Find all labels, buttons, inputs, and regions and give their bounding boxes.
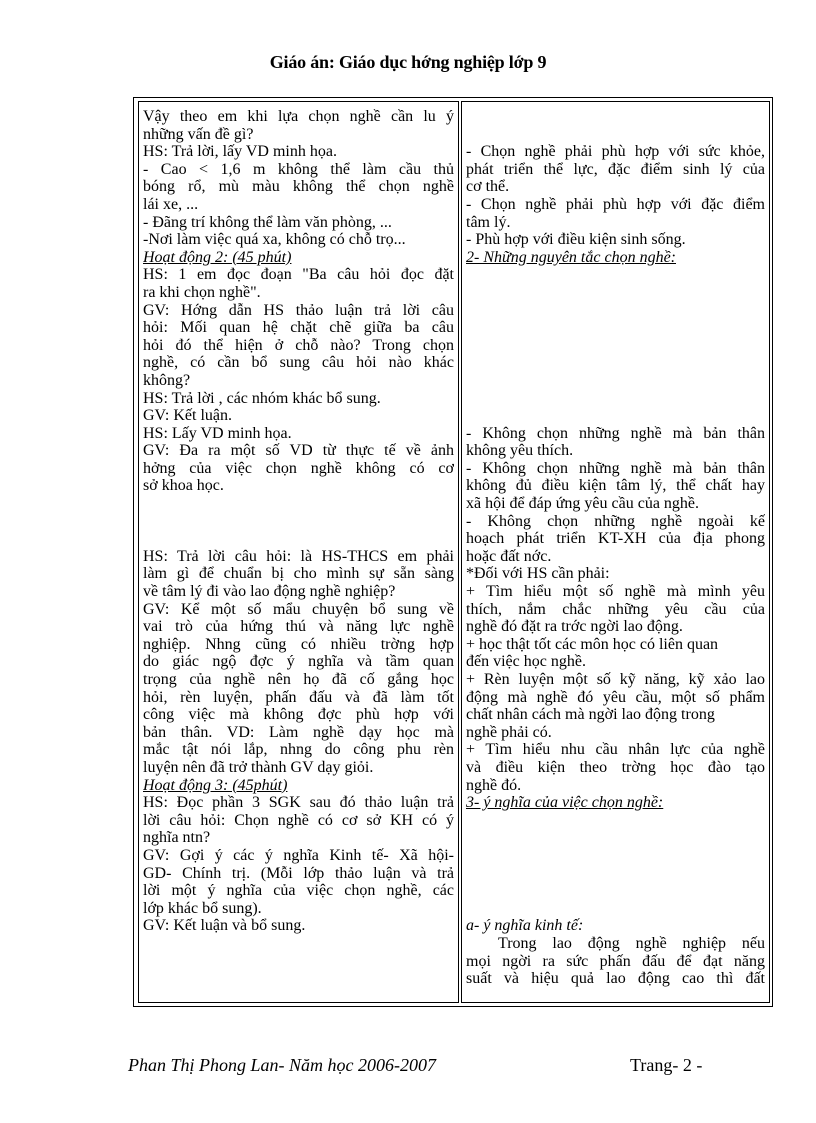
right-line	[466, 372, 765, 390]
right-line: - Không chọn những nghề mà bản thân	[466, 459, 765, 477]
left-line: lời câu hỏi: Chọn nghề có cơ sở KH có ý	[143, 811, 454, 829]
right-line	[466, 108, 765, 126]
right-line: - Không chọn những nghề ngoài kế	[466, 512, 765, 530]
left-line: - Đãng trí không thể làm văn phòng, ...	[143, 213, 392, 231]
left-line: lời một ý nghĩa của việc chọn nghề, các	[143, 882, 454, 900]
right-line	[466, 302, 765, 320]
left-line: HS: 1 em đọc đoạn "Ba câu hỏi đọc đặt	[143, 266, 454, 284]
left-line: nghĩa ntn?	[143, 829, 211, 847]
left-line	[143, 513, 454, 531]
right-line: không yêu thích.	[466, 442, 574, 460]
right-line: đến việc học nghề.	[466, 653, 586, 671]
right-line: nghề phải có.	[466, 723, 552, 741]
right-line	[466, 847, 765, 865]
right-line: mọi ngời ra sức phấn đấu để đạt năng	[466, 952, 765, 970]
right-line: nghề đó.	[466, 776, 522, 794]
right-line: + Rèn luyện một số kỹ năng, kỹ xảo lao	[466, 671, 765, 688]
right-line: suất và hiệu quả lao động cao thì đất	[466, 970, 765, 988]
left-line: GV: Kể một số mẩu chuyện bổ sung về	[143, 600, 454, 618]
right-line: và điều kiện theo trờng học đào tạo	[466, 758, 765, 776]
left-line: GV: Gợi ý các ý nghĩa Kinh tế- Xã hội-	[143, 846, 454, 864]
left-line: trọng của nghề nên họ đã cố gắng học	[143, 671, 454, 688]
left-line: nghiệp. Nhng cũng có nhiều trờng hợp	[143, 635, 454, 653]
left-line: GV: Kết luận và bổ sung.	[143, 917, 306, 935]
right-line	[466, 390, 765, 408]
left-line	[143, 495, 454, 513]
right-line: Trong lao động nghề nghiệp nếu	[498, 934, 765, 952]
left-line: GV: Hớng dẫn HS thảo luận trả lời câu	[143, 301, 454, 319]
left-line: HS: Đọc phần 3 SGK sau đó thảo luận trả	[143, 794, 454, 812]
right-line: - Chọn nghề phải phù hợp với đặc điểm	[466, 195, 765, 213]
left-line: về tâm lý đi vào lao động nghề nghiệp?	[143, 583, 396, 601]
left-column	[138, 101, 459, 1003]
right-line: + Tìm hiểu nhu cầu nhân lực của nghề	[466, 741, 765, 759]
left-line: nghề, có cần bổ sung câu hỏi nào khác	[143, 354, 454, 372]
right-line: *Đối với HS cần phải:	[466, 565, 610, 583]
left-line: - Cao < 1,6 m không thể làm cầu thủ	[143, 160, 454, 178]
left-line: -Nơi làm việc quá xa, không có chỗ trọ...	[143, 231, 406, 249]
lesson-table	[133, 97, 773, 1007]
left-line: HS: Lấy VD minh họa.	[143, 424, 292, 442]
right-line: - Phù hợp với điều kiện sinh sống.	[466, 231, 686, 249]
right-line: động mà nghề đó yêu cầu, một số phẩm	[466, 688, 765, 706]
page-header: Giáo án: Giáo dục hớng nghiệp lớp 9	[269, 52, 547, 72]
left-line: GV: Đa ra một số VD từ thực tế về ảnh	[143, 442, 454, 460]
left-line: lớp khác bổ sung).	[143, 899, 262, 917]
left-line: bóng rổ, mù màu không thể chọn nghề	[143, 178, 454, 196]
right-line	[466, 266, 765, 284]
right-line	[466, 812, 765, 830]
right-line: tâm lý.	[466, 213, 511, 231]
left-line: lái xe, ...	[143, 195, 199, 213]
right-line: thích, nắm chắc những yêu cầu của	[466, 600, 765, 618]
right-line: cơ thể.	[466, 178, 510, 196]
right-line: + học thật tốt các môn học có liên quan	[466, 635, 719, 653]
left-line: sở khoa học.	[143, 477, 224, 495]
left-line: hỏi, rèn luyện, phấn đấu và đã làm tốt	[143, 688, 454, 706]
left-line: HS: Trả lời câu hỏi: là HS-THCS em phải	[143, 547, 454, 565]
right-line: - Không chọn những nghề mà bản thân	[466, 424, 765, 442]
right-line	[466, 882, 765, 900]
left-line: HS: Trả lời , các nhóm khác bổ sung.	[143, 389, 381, 407]
left-line	[143, 530, 454, 548]
activity-heading: Hoạt động 3: (45phút)	[143, 776, 288, 794]
right-line	[466, 284, 765, 302]
right-line: nghề đó đặt ra trớc ngời lao động.	[466, 618, 683, 636]
right-line: hoặc đất nớc.	[466, 547, 552, 565]
footer-page-number: Trang- 2 -	[630, 1055, 703, 1075]
left-line: luyện nên đã trở thành GV dạy giỏi.	[143, 758, 374, 776]
right-line: hoạch phát triển KT-XH của địa phong	[466, 530, 765, 548]
left-line: hởng của việc chọn nghề không có cơ	[143, 459, 454, 477]
right-line	[466, 337, 765, 355]
right-line	[466, 829, 765, 847]
footer-author: Phan Thị Phong Lan- Năm học 2006-2007	[128, 1055, 436, 1075]
left-line: công việc mà không đợc phù hợp với	[143, 706, 454, 724]
left-line: Vậy theo em khi lựa chọn nghề cần lu ý	[143, 108, 454, 125]
right-line	[466, 354, 765, 372]
right-line: + Tìm hiểu một số nghề mà mình yêu	[466, 583, 765, 601]
subsection-heading: a- ý nghĩa kinh tế:	[466, 917, 584, 935]
left-line: HS: Trả lời, lấy VD minh họa.	[143, 143, 337, 161]
left-line: do giác ngộ đợc ý nghĩa và tầm quan	[143, 653, 454, 671]
right-line	[466, 900, 765, 918]
right-line	[466, 865, 765, 883]
right-line: không đủ điều kiện tâm lý, thể chất hay	[466, 477, 765, 495]
left-line: hỏi: Mối quan hệ chặt chẽ giữa ba câu	[143, 319, 454, 337]
left-line: GV: Kết luận.	[143, 407, 233, 425]
left-line: những vấn đề gì?	[143, 125, 254, 143]
right-line: - Chọn nghề phải phù hợp với sức khỏe,	[466, 143, 765, 161]
left-line: mắc tật nói lắp, nhng do công phu rèn	[143, 741, 454, 759]
left-line: vai trò của hứng thú và năng lực nghề	[143, 618, 454, 636]
right-line	[466, 319, 765, 337]
right-column	[461, 101, 770, 1003]
right-line: phát triển thể lực, đặc điểm sinh lý của	[466, 160, 765, 178]
left-line: hỏi đó thể hiện ở chỗ nào? Trong chọn	[143, 336, 454, 354]
left-line: GD- Chính trị. (Mỗi lớp thảo luận và trả	[143, 864, 454, 882]
activity-heading: Hoạt động 2: (45 phút)	[143, 248, 292, 266]
right-line: chất nhân cách mà ngời lao động trong	[466, 706, 715, 724]
right-line	[466, 126, 765, 144]
section-heading: 3- ý nghĩa của việc chọn nghề:	[466, 794, 664, 812]
section-heading: 2- Những nguyên tắc chọn nghề:	[466, 248, 677, 266]
left-line: làm gì để chuẩn bị cho mình sự sẵn sàng	[143, 565, 454, 583]
left-line: không?	[143, 371, 191, 389]
left-line: bản thân. VD: Làm nghề dạy học mà	[143, 723, 454, 741]
right-line	[466, 407, 765, 425]
right-line: xã hội để đáp ứng yêu cầu của nghề.	[466, 495, 700, 513]
left-line: ra khi chọn nghề".	[143, 283, 261, 301]
